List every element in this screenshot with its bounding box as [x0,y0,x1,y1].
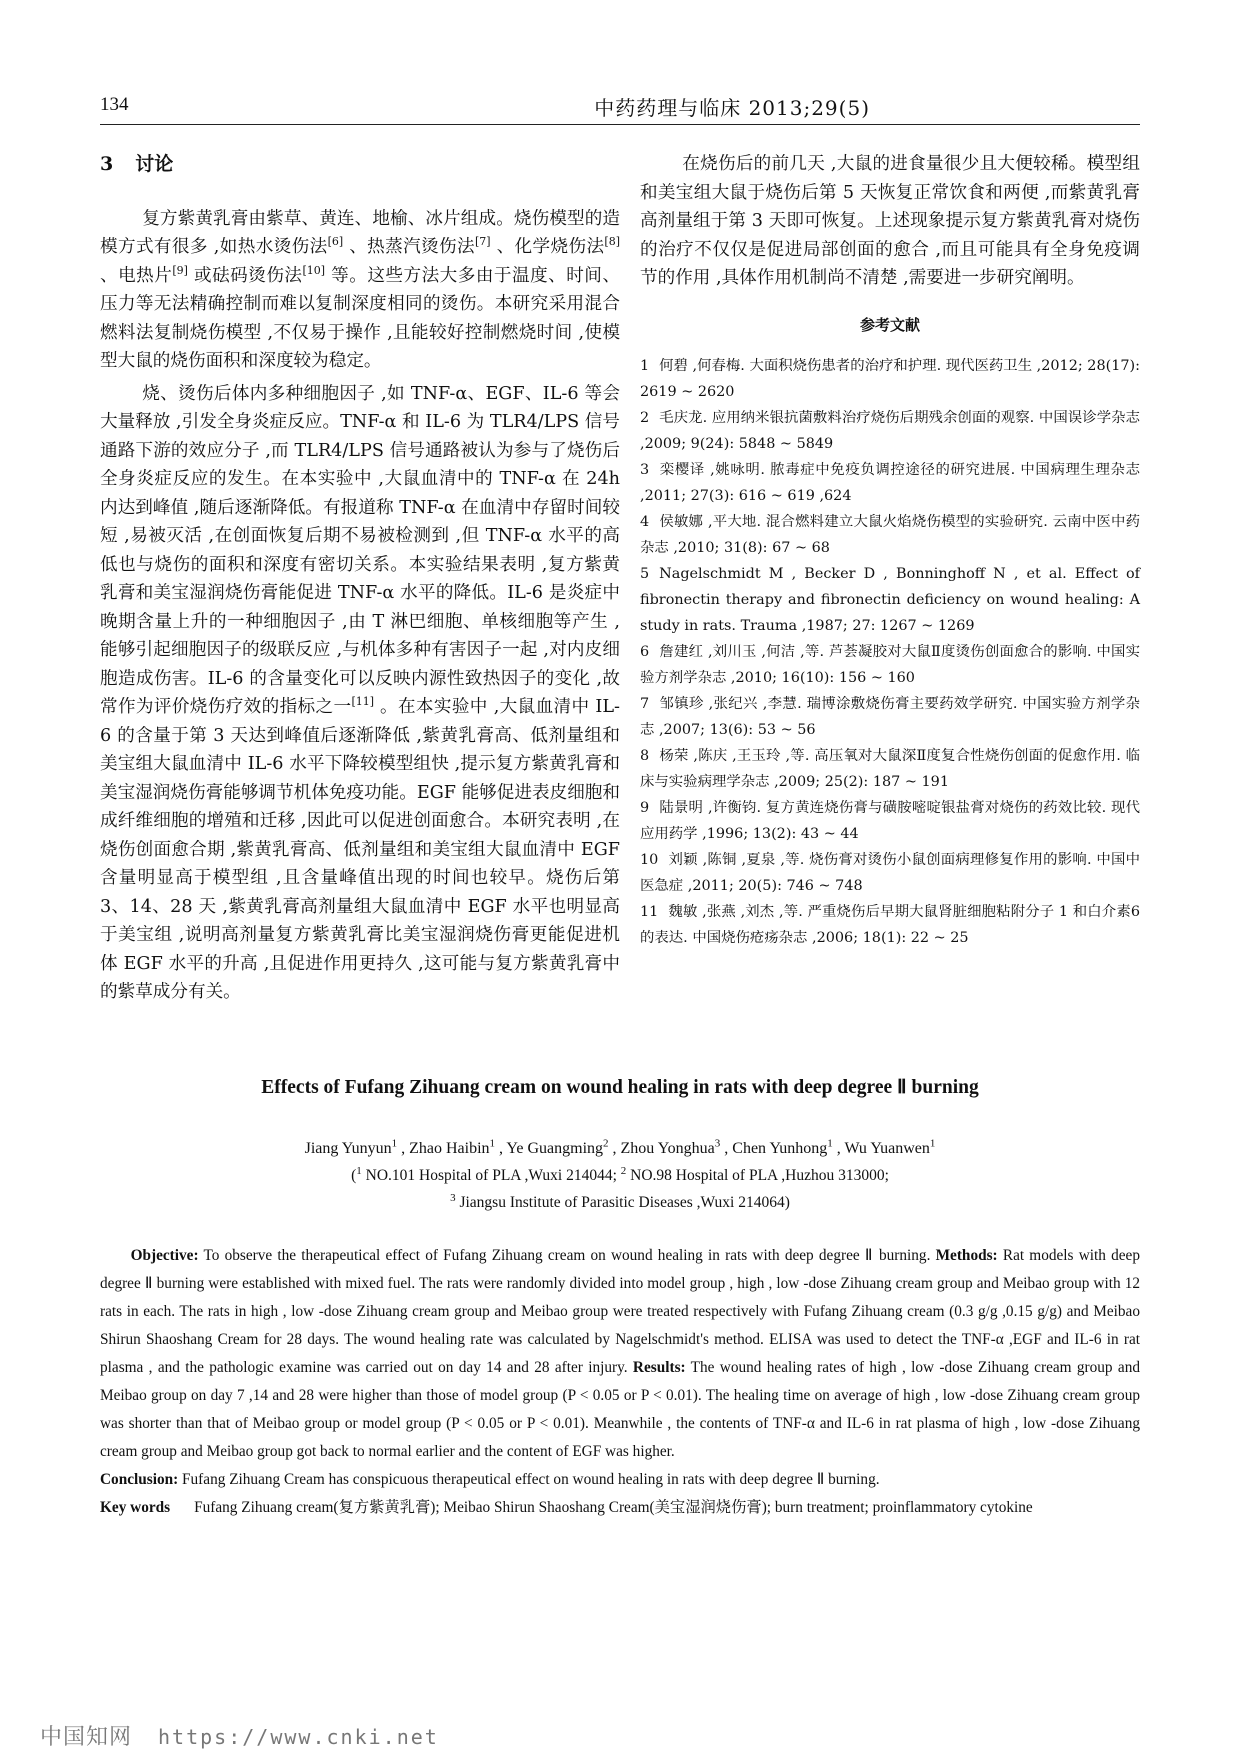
page-number: 134 [100,94,129,115]
section-heading [100,150,620,179]
keywords-paragraph: Key words Fufang Zihuang cream(复方紫黄乳膏); Meibao Shirun Shaoshang Cream(美宝湿润烧伤膏); burn treatment; proinflammatory cytokine [100,1499,1033,1516]
reference-item: 8 杨荣 ,陈庆 ,王玉玲 ,等. 高压氧对大鼠深Ⅱ度复合性烧伤创面的促愈作用. 临床与实验病理学杂志 ,2009; 25(2): 187 ~ 191 [640,748,1140,790]
author-list: Jiang Yunyun$^1$ , Zhao Haibin$^1$ , Ye Guangming$^2$ , Zhou Yonghua$^3$ , Chen Yunhong$^1$ , Wu Yuanwen$^1$ [304,1137,936,1157]
affiliation-line-1: ($^1$ NO.101 Hospital of PLA ,Wuxi 214044; $^2$ NO.98 Hospital of PLA ,Huzhou 313000; [351,1164,889,1184]
conclusion-label: Conclusion: [100,1471,179,1488]
cnki-url[interactable]: https://www.cnki.net [158,1725,439,1749]
citation: [10] [302,263,326,277]
citation: [6] [327,235,344,249]
citation: [8] [604,235,621,249]
reference-item: 4 侯敏娜 ,平大地. 混合燃料建立大鼠火焰烧伤模型的实验研究. 云南中医中药杂志 ,2010; 31(8): 67 ~ 68 [640,514,1140,556]
header-rule [100,124,1140,125]
reference-item: 3 栾樱译 ,姚咏明. 脓毒症中免疫负调控途径的研究进展. 中国病理生理杂志 ,2011; 27(3): 616 ~ 619 ,624 [640,462,1140,504]
english-abstract [100,1075,1140,1522]
discussion-paragraph-2: 烧、烫伤后体内多种细胞因子 ,如 TNF-α、EGF、IL-6 等会大量释放 ,引发全身炎症反应。TNF-α 和 IL-6 为 TLR4/LPS 信号通路下游的效应分子 ,而 TLR4/LPS 信号通路被认为参与了烧伤后全身炎症反应的发生。在本实验中 ,大鼠血清中的 TNF-α 在 24h 内达到峰值 ,随后逐渐降低。有报道称 TNF-α 在血清中存留时间较短 ,易被灭活 ,在创面恢复后期不易被检测到 ,但 TNF-α 水平的高低也与烧伤的面积和深度有密切关系。本实验结果表明 ,复方紫黄乳膏和美宝湿润烧伤膏能促进 TNF-α 水平的降低。IL-6 是炎症中晚期含量上升的一种细胞因子 ,由 T 淋巴细胞、单核细胞等产生 ,能够引起细胞因子的级联反应 ,与机体多种有害因子一起 ,对内皮细胞造成伤害。IL-6 的含量变化可以反映内源性致热因子的变化 ,故常作为评价烧伤疗效的指标之一[11] 。在本实验中 ,大鼠血清中 IL-6 的含量于第 3 天达到峰值后逐渐降低 ,紫黄乳膏高、低剂量组和美宝组大鼠血清中 IL-6 水平下降较模型组快 ,提示复方紫黄乳膏和美宝湿润烧伤膏能够调节机体免疫功能。EGF 能够促进表皮细胞和成纤维细胞的增殖和迁移 ,因此可以促进创面愈合。本研究表明 ,在烧伤创面愈合期 ,紫黄乳膏高、低剂量组和美宝组大鼠血清中 EGF 含量明显高于模型组 ,且含量峰值出现的时间也较早。烧伤后第 3、14、28 天 ,紫黄乳膏高剂量组大鼠血清中 EGF 水平也明显高于美宝组 ,说明高剂量复方紫黄乳膏比美宝湿润烧伤膏更能促进机体 EGF 水平的升高 ,且促进作用更持久 ,这可能与复方紫黄乳膏中的紫草成分有关。 [100,383,620,1002]
english-title: Effects of Fufang Zihuang cream on wound healing in rats with deep degree Ⅱ burning [261,1077,979,1098]
cnki-logo-text: 中国知网 [40,1725,133,1750]
citation: [9] [172,263,188,277]
section-title: 讨论 [135,153,174,175]
abstract-paragraph: Objective: To observe the therapeutical effect of Fufang Zihuang cream on wound healing in rats with deep degree Ⅱ burning. Methods: Rat models with deep degree Ⅱ burning were established with mixed fuel. The rats were randomly divided into model group , high , low -dose Zihuang cream group and Meibao group with 12 rats in each. The rats in high , low -dose Zihuang cream group and Meibao group were treated respectively with Fufang Zihuang cream (0.3 g/g ,0.15 g/g) and Meibao Shirun Shaoshang Cream for 28 days. The wound healing rate was calculated by Nagelschmidt's method. ELISA was used to detect the TNF-α ,EGF and IL-6 in rat plasma , and the pathologic examine was carried out on day 14 and 28 after injury. Results: The wound healing rates of high , low -dose Zihuang cream group and Meibao group on day 7 ,14 and 28 were higher than those of model group (P < 0.05 or P < 0.01). The healing time on average of high , low -dose Zihuang cream group was shorter than that of Meibao group or model group (P < 0.05 or P < 0.01). Meanwhile , the contents of TNF-α and IL-6 in rat plasma of high , low -dose Zihuang cream group and Meibao group got back to normal earlier and the content of EGF was higher. [100,1247,1140,1460]
reference-item: 7 邹镇珍 ,张纪兴 ,李慧. 瑞博涂敷烧伤膏主要药效学研究. 中国实验方剂学杂志 ,2007; 13(6): 53 ~ 56 [640,696,1140,738]
section-number: 3 [100,153,114,175]
reference-list [640,353,1140,951]
results-label: Results: [632,1359,686,1376]
reference-item: 1 何碧 ,何春梅. 大面积烧伤患者的治疗和护理. 现代医药卫生 ,2012; 28(17): 2619 ~ 2620 [640,358,1140,400]
journal-title: 中药药理与临床 2013;29(5) [594,96,870,120]
citation: [7] [475,235,491,249]
references-title: 参考文献 [859,315,920,334]
reference-item: 6 詹建红 ,刘川玉 ,何洁 ,等. 芦荟凝胶对大鼠Ⅱ度烫伤创面愈合的影响. 中国实验方剂学杂志 ,2010; 16(10): 156 ~ 160 [640,644,1140,686]
reference-item: 2 毛庆龙. 应用纳米银抗菌敷料治疗烧伤后期残余创面的观察. 中国误诊学杂志 ,2009; 9(24): 5848 ~ 5849 [640,410,1140,452]
watermark-footer [40,1720,439,1751]
right-column [640,150,1140,951]
left-column [100,150,620,1011]
reference-item: 10 刘颖 ,陈铜 ,夏泉 ,等. 烧伤膏对烫伤小鼠创面病理修复作用的影响. 中国中医急症 ,2011; 20(5): 746 ~ 748 [640,852,1140,894]
reference-item: 5 Nagelschmidt M , Becker D , Bonninghoff N , et al. Effect of fibronectin therapy and fibronectin deficiency on wound healing: A study in rats. Trauma ,1987; 27: 1267 ~ 1269 [640,566,1140,634]
conclusion-paragraph: Conclusion: Fufang Zihuang Cream has conspicuous therapeutical effect on wound healing in rats with deep degree Ⅱ burning. [100,1471,880,1488]
discussion-paragraph-3: 在烧伤后的前几天 ,大鼠的进食量很少且大便较稀。模型组和美宝组大鼠于烧伤后第 5 天恢复正常饮食和两便 ,而紫黄乳膏高剂量组于第 3 天即可恢复。上述现象提示复方紫黄乳膏对烧伤的治疗不仅仅是促进局部创面的愈合 ,而且可能具有全身免疫调节的作用 ,具体作用机制尚不清楚 ,需要进一步研究阐明。 [640,154,1140,288]
discussion-paragraph-1: 复方紫黄乳膏由紫草、黄连、地榆、冰片组成。烧伤模型的造模方式有很多 ,如热水烫伤法[6] 、热蒸汽烫伤法[7] 、化学烧伤法[8] 、电热片[9] 或砝码烫伤法[10] 等。这些方法大多由于温度、时间、压力等无法精确控制而难以复制深度相同的烫伤。本研究采用混合燃料法复制烧伤模型 ,不仅易于操作 ,且能较好控制燃烧时间 ,使模型大鼠的烧伤面积和深度较为稳定。 [100,208,621,371]
citation: [11] [351,695,375,709]
reference-item: 9 陆景明 ,许衡钧. 复方黄连烧伤膏与磺胺嘧啶银盐膏对烧伤的药效比较. 现代应用药学 ,1996; 13(2): 43 ~ 44 [640,800,1140,842]
methods-label: Methods: [935,1247,998,1264]
objective-label: Objective: [130,1247,199,1264]
page-header [100,90,1140,124]
reference-item: 11 魏敏 ,张燕 ,刘杰 ,等. 严重烧伤后早期大鼠肾脏细胞粘附分子 1 和白介素6 的表达. 中国烧伤疮疡杂志 ,2006; 18(1): 22 ~ 25 [640,904,1140,946]
affiliation-line-2: $^3$ Jiangsu Institute of Parasitic Diseases ,Wuxi 214064) [450,1191,790,1211]
abstract-body [100,1242,1140,1522]
keywords-label: Key words [100,1499,171,1516]
